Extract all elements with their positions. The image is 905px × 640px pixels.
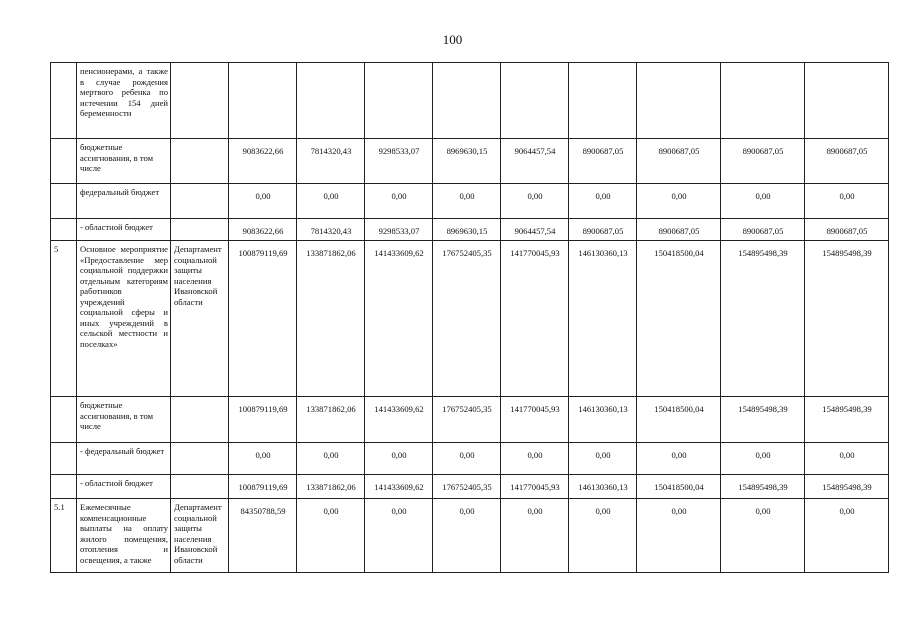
- value-cell: 0,00: [569, 184, 637, 219]
- value-cell: 0,00: [229, 184, 297, 219]
- value-cell: 9298533,07: [365, 139, 433, 184]
- value-cell: 7814320,43: [297, 139, 365, 184]
- value-cell: 0,00: [297, 443, 365, 475]
- value-cell: 133871862,06: [297, 241, 365, 397]
- value-cell: 7814320,43: [297, 219, 365, 241]
- value-cell: 141433609,62: [365, 241, 433, 397]
- value-cell: 141770045,93: [501, 475, 569, 499]
- value-cell: 8900687,05: [721, 219, 805, 241]
- value-cell: 0,00: [569, 443, 637, 475]
- description-cell: - областной бюджет: [77, 219, 171, 241]
- value-cell: 141433609,62: [365, 397, 433, 443]
- table-row: [51, 219, 889, 241]
- executor-cell: [171, 139, 229, 184]
- value-cell: 8969630,15: [433, 219, 501, 241]
- value-cell: 9083622,66: [229, 219, 297, 241]
- value-cell: 8900687,05: [721, 139, 805, 184]
- value-cell: [569, 63, 637, 139]
- row-number-cell: [51, 397, 77, 443]
- value-cell: 154895498,39: [721, 397, 805, 443]
- row-number-cell: [51, 443, 77, 475]
- value-cell: 0,00: [433, 443, 501, 475]
- value-cell: 0,00: [229, 443, 297, 475]
- value-cell: 154895498,39: [805, 475, 889, 499]
- value-cell: 0,00: [721, 499, 805, 573]
- value-cell: 100879119,69: [229, 475, 297, 499]
- value-cell: [721, 63, 805, 139]
- value-cell: 84350788,59: [229, 499, 297, 573]
- value-cell: 8900687,05: [637, 139, 721, 184]
- value-cell: 0,00: [365, 443, 433, 475]
- description-cell: - федеральный бюджет: [77, 443, 171, 475]
- value-cell: 176752405,35: [433, 397, 501, 443]
- value-cell: 150418500,04: [637, 241, 721, 397]
- value-cell: [229, 63, 297, 139]
- value-cell: 0,00: [637, 443, 721, 475]
- row-number-cell: [51, 63, 77, 139]
- value-cell: 0,00: [637, 499, 721, 573]
- value-cell: 0,00: [433, 184, 501, 219]
- row-number-cell: [51, 139, 77, 184]
- value-cell: 0,00: [297, 184, 365, 219]
- value-cell: 8969630,15: [433, 139, 501, 184]
- value-cell: [805, 63, 889, 139]
- value-cell: 154895498,39: [721, 241, 805, 397]
- executor-cell: [171, 475, 229, 499]
- value-cell: 0,00: [721, 443, 805, 475]
- value-cell: 8900687,05: [637, 219, 721, 241]
- value-cell: 8900687,05: [805, 139, 889, 184]
- value-cell: 141770045,93: [501, 241, 569, 397]
- executor-cell: Департамент социальной защиты населения Ивановской области: [171, 241, 229, 397]
- value-cell: 0,00: [433, 499, 501, 573]
- value-cell: 0,00: [805, 443, 889, 475]
- value-cell: 8900687,05: [805, 219, 889, 241]
- description-cell: Основное мероприятие «Предоставление мер социальной поддержки отдельным категориям работников учреждений социальной сферы и иных учреждений в сельской местности и поселках»: [77, 241, 171, 397]
- table-row: [51, 184, 889, 219]
- value-cell: 146130360,13: [569, 475, 637, 499]
- table-row: [51, 241, 889, 397]
- executor-cell: [171, 397, 229, 443]
- executor-cell: [171, 63, 229, 139]
- value-cell: 0,00: [721, 184, 805, 219]
- value-cell: 0,00: [365, 499, 433, 573]
- table-row: [51, 139, 889, 184]
- value-cell: 9298533,07: [365, 219, 433, 241]
- table-row: [51, 397, 889, 443]
- value-cell: 0,00: [501, 184, 569, 219]
- value-cell: [501, 63, 569, 139]
- row-number-cell: [51, 184, 77, 219]
- value-cell: 141433609,62: [365, 475, 433, 499]
- description-cell: - областной бюджет: [77, 475, 171, 499]
- row-number-cell: 5.1: [51, 499, 77, 573]
- value-cell: 9064457,54: [501, 139, 569, 184]
- row-number-cell: [51, 219, 77, 241]
- value-cell: 133871862,06: [297, 475, 365, 499]
- description-cell: федеральный бюджет: [77, 184, 171, 219]
- value-cell: 9083622,66: [229, 139, 297, 184]
- value-cell: [433, 63, 501, 139]
- description-cell: пенсионерами, а также в случае рождения мертвого ребенка по истечении 154 дней беременности: [77, 63, 171, 139]
- table-row: [51, 63, 889, 139]
- description-cell: бюджетные ассигнования, в том числе: [77, 139, 171, 184]
- value-cell: 0,00: [501, 499, 569, 573]
- value-cell: [637, 63, 721, 139]
- executor-cell: Департамент социальной защиты населения Ивановской области: [171, 499, 229, 573]
- row-number-cell: 5: [51, 241, 77, 397]
- value-cell: 8900687,05: [569, 219, 637, 241]
- value-cell: 0,00: [365, 184, 433, 219]
- value-cell: 176752405,35: [433, 241, 501, 397]
- description-cell: Ежемесячные компенсационные выплаты на оплату жилого помещения, отопления и освещения, а также: [77, 499, 171, 573]
- value-cell: 154895498,39: [805, 397, 889, 443]
- value-cell: 0,00: [501, 443, 569, 475]
- value-cell: 154895498,39: [721, 475, 805, 499]
- value-cell: 0,00: [569, 499, 637, 573]
- value-cell: 176752405,35: [433, 475, 501, 499]
- value-cell: 0,00: [805, 184, 889, 219]
- value-cell: 100879119,69: [229, 241, 297, 397]
- value-cell: 0,00: [637, 184, 721, 219]
- value-cell: 133871862,06: [297, 397, 365, 443]
- table-row: [51, 499, 889, 573]
- value-cell: 141770045,93: [501, 397, 569, 443]
- value-cell: 100879119,69: [229, 397, 297, 443]
- value-cell: 0,00: [297, 499, 365, 573]
- executor-cell: [171, 184, 229, 219]
- value-cell: 150418500,04: [637, 397, 721, 443]
- executor-cell: [171, 443, 229, 475]
- value-cell: 150418500,04: [637, 475, 721, 499]
- value-cell: 146130360,13: [569, 241, 637, 397]
- value-cell: 9064457,54: [501, 219, 569, 241]
- table-row: [51, 443, 889, 475]
- executor-cell: [171, 219, 229, 241]
- value-cell: [365, 63, 433, 139]
- row-number-cell: [51, 475, 77, 499]
- value-cell: 0,00: [805, 499, 889, 573]
- description-cell: бюджетные ассигнования, в том числе: [77, 397, 171, 443]
- table-row: [51, 475, 889, 499]
- value-cell: [297, 63, 365, 139]
- value-cell: 146130360,13: [569, 397, 637, 443]
- value-cell: 154895498,39: [805, 241, 889, 397]
- budget-table: [50, 62, 889, 573]
- page-number: 100: [442, 32, 463, 47]
- value-cell: 8900687,05: [569, 139, 637, 184]
